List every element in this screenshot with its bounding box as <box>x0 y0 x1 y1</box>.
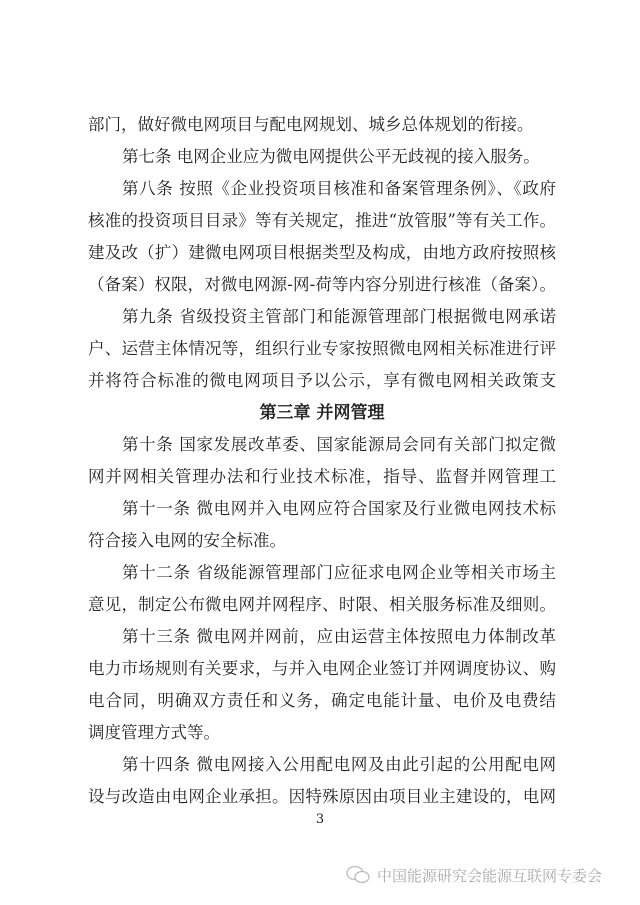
text-line: 核准的投资项目目录》等有关规定，推进“放管服”等有关工作。 <box>88 211 556 230</box>
text-line: 网并网相关管理办法和行业技术标准，指导、监督并网管理工 <box>88 467 556 486</box>
text-line: 符合接入电网的安全标准。 <box>88 531 286 550</box>
document-body <box>88 109 556 813</box>
text-line: 第十三条 微电网并网前，应由运营主体按照电力体制改革 <box>122 627 556 646</box>
text-line: 第十二条 省级能源管理部门应征求电网企业等相关市场主 <box>122 563 556 582</box>
watermark-text: 中国能源研究会能源互联网专委会 <box>377 866 603 885</box>
text-line: （备案）权限，对微电网源-网-荷等内容分别进行核准（备案）。 <box>88 275 556 294</box>
text-line: 第七条 电网企业应为微电网提供公平无歧视的接入服务。 <box>122 147 540 166</box>
text-line: 建及改（扩）建微电网项目根据类型及构成，由地方政府按照核 <box>88 243 556 262</box>
wechat-icon <box>345 864 371 886</box>
text-line: 意见，制定公布微电网并网程序、时限、相关服务标准及细则。 <box>88 595 556 614</box>
text-line: 户、运营主体情况等，组织行业专家按照微电网相关标准进行评 <box>88 339 556 358</box>
text-line: 第十四条 微电网接入公用配电网及由此引起的公用配电网 <box>122 755 556 774</box>
chapter-heading: 第三章 并网管理 <box>259 403 385 423</box>
text-line: 调度管理方式等。 <box>88 723 220 742</box>
watermark <box>345 864 602 886</box>
text-line: 部门，做好微电网项目与配电网规划、城乡总体规划的衔接。 <box>88 115 534 134</box>
text-line: 电合同，明确双方责任和义务，确定电能计量、电价及电费结 <box>88 691 556 710</box>
text-line: 第八条 按照《企业投资项目核准和备案管理条例》、《政府 <box>122 179 556 198</box>
text-line: 设与改造由电网企业承担。因特殊原因由项目业主建设的，电网 <box>88 787 556 806</box>
text-line: 并将符合标准的微电网项目予以公示，享有微电网相关政策支 <box>88 371 556 390</box>
text-line: 第十一条 微电网并入电网应符合国家及行业微电网技术标 <box>122 499 556 518</box>
text-line: 第十条 国家发展改革委、国家能源局会同有关部门拟定微 <box>122 435 556 454</box>
text-line: 电力市场规则有关要求，与并入电网企业签订并网调度协议、购 <box>88 659 556 678</box>
text-line: 第九条 省级投资主管部门和能源管理部门根据微电网承诺 <box>122 307 556 326</box>
page-number: 3 <box>315 812 325 827</box>
